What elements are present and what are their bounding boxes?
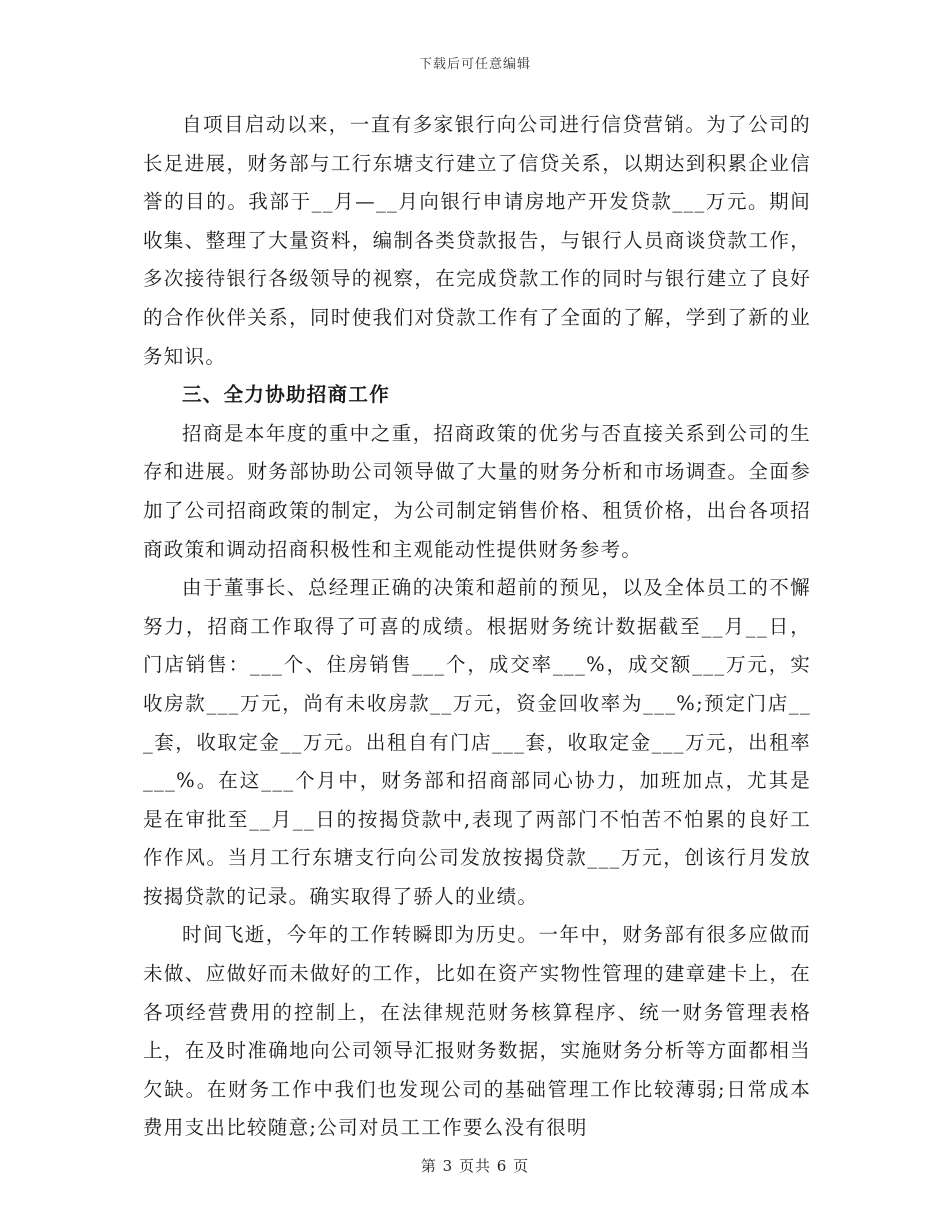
page-footer: 第 3 页共 6 页 [420,1157,530,1175]
paragraph-credit: 自项目启动以来，一直有多家银行向公司进行信贷营销。为了公司的长足进展，财务部与工行东塘支行建立了信贷关系，以期达到积累企业信誉的目的。我部于__月—__月向银行申请房地产开发贷款___万元。期间收集、整理了大量资料，编制各类贷款报告，与银行人员商谈贷款工作，多次接待银行各级领导的视察，在完成贷款工作的同时与银行建立了良好的合作伙伴关系，同时使我们对贷款工作有了全面的了解，学到了新的业务知识。 [143,113,811,368]
paragraph-shortcomings: 时间飞逝，今年的工作转瞬即为历史。一年中，财务部有很多应做而未做、应做好而未做好的工作，比如在资产实物性管理的建章建卡上，在各项经营费用的控制上，在法律规范财务核算程序、统一财务管理表格上，在及时准确地向公司领导汇报财务数据，实施财务分析等方面都相当欠缺。在财务工作中我们也发现公司的基础管理工作比较薄弱;日常成本费用支出比较随意;公司对员工工作要么没有很明 [143,923,811,1140]
paragraph-investment-results: 由于董事长、总经理正确的决策和超前的预见，以及全体员工的不懈努力，招商工作取得了可喜的成绩。根据财务统计数据截至__月__日，门店销售：___个、住房销售___个，成交率___%，成交额___万元，实收房款___万元，尚有未收房款__万元，资金回收率为___%;预定门店___套，收取定金__万元。出租自有门店___套，收取定金___万元，出租率___%。在这___个月中，财务部和招商部同心协力，加班加点，尤其是是在审批至__月__日的按揭贷款中,表现了两部门不怕苦不怕累的良好工作作风。当月工行东塘支行向公司发放按揭贷款___万元，创该行月发放按揭贷款的记录。确实取得了骄人的业绩。 [143,576,811,908]
paragraph-investment-policy: 招商是本年度的重中之重，招商政策的优劣与否直接关系到公司的生存和进展。财务部协助公司领导做了大量的财务分析和市场调查。全面参加了公司招商政策的制定，为公司制定销售价格、租赁价格，出台各项招商政策和调动招商积极性和主观能动性提供财务参考。 [143,421,811,561]
section-heading-3: 三、全力协助招商工作 [182,383,391,407]
page-header: 下载后可任意编辑 [418,57,531,72]
document-body [143,106,811,1148]
